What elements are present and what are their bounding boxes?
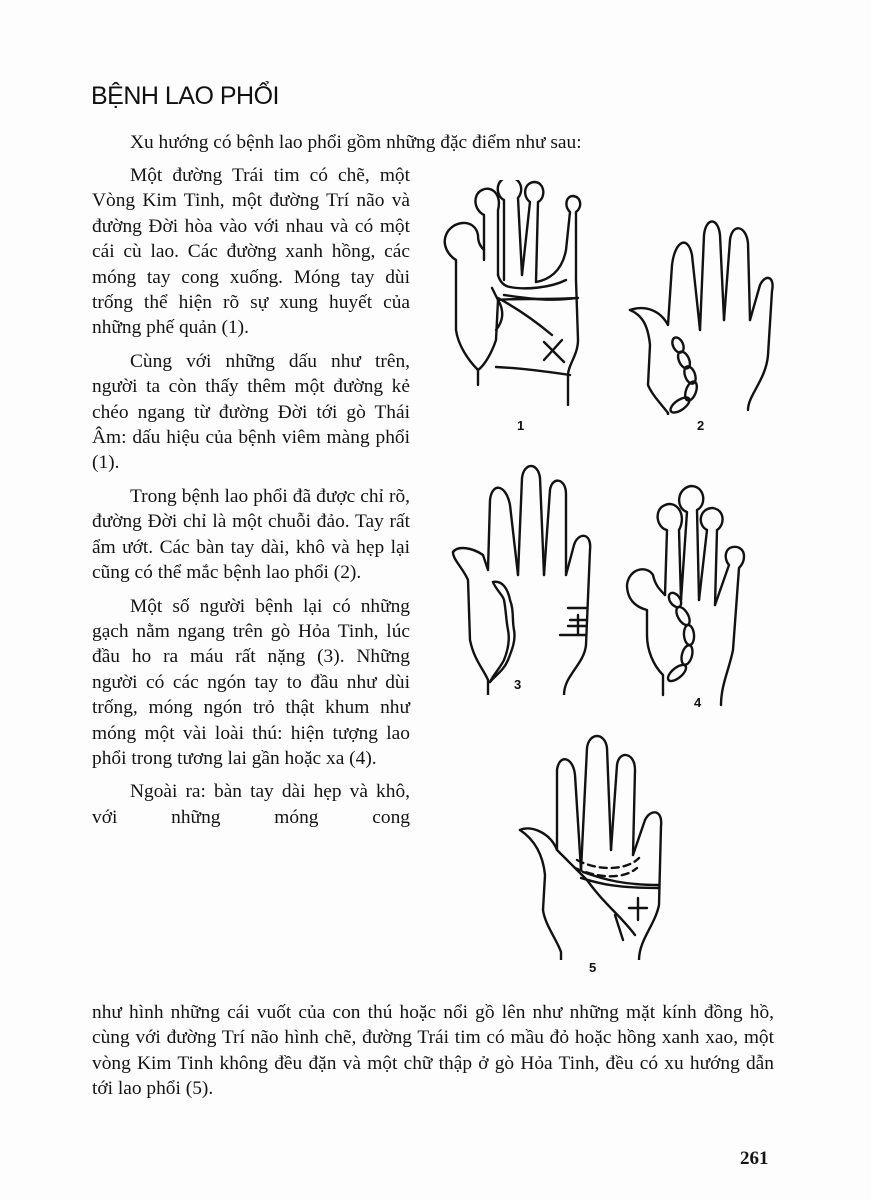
figure-2: [620, 195, 780, 415]
intro-paragraph: Xu hướng có bệnh lao phổi gồm những đặc điểm như sau:: [130, 132, 582, 153]
palm-drawing-icon: [448, 460, 598, 695]
paragraph-2: Cùng với những dấu như trên, người ta còn thấy thêm một đường kẻ chéo ngang từ đường Đời tới gò Thái Âm: dấu hiệu của bệnh viêm màng phổi (1).: [92, 350, 410, 474]
figure-5-label: 5: [589, 960, 597, 975]
left-column-text: [92, 163, 410, 838]
page-title: BỆNH LAO PHỔI: [91, 82, 279, 110]
figure-4: [625, 470, 785, 710]
figure-3-label: 3: [514, 677, 522, 692]
palm-drawing-icon: [620, 195, 780, 415]
paragraph-5: Ngoài ra: bàn tay dài hẹp và khô, với những móng cong: [92, 781, 410, 828]
figure-1: [440, 180, 600, 410]
paragraph-4: Một số người bệnh lại có những gạch nằm ngang trên gò Hỏa Tinh, lúc đầu ho ra máu rất nặng (3). Những người có các ngón tay to đầu như dùi trống, móng ngón trỏ thật khum như móng một vài loài thú: hiện tượng lao phổi trong tương lai gần hoặc xa (4).: [92, 595, 410, 769]
full-width-text: [92, 1000, 774, 1102]
palm-drawing-icon: [625, 470, 785, 710]
figure-1-label: 1: [517, 418, 525, 433]
palm-drawing-icon: [515, 730, 665, 960]
palm-drawing-icon: [440, 180, 600, 410]
page-number: 261: [740, 1148, 769, 1169]
figure-5: [515, 730, 665, 960]
figure-3: [448, 460, 598, 695]
figure-2-label: 2: [697, 418, 705, 433]
paragraph-1: Một đường Trái tim có chẽ, một Vòng Kim Tinh, một đường Trí não và đường Đời hòa vào với nhau và có một cái cù lao. Các đường xanh hồng, các móng tay cong xuống. Móng tay dùi trống thể hiện rõ sự xung huyết của những phế quản (1).: [92, 165, 410, 339]
figure-4-label: 4: [694, 695, 702, 710]
paragraph-5-continuation: như hình những cái vuốt của con thú hoặc nổi gồ lên như những mặt kính đồng hồ, cùng với đường Trí não hình chẽ, đường Trái tim có mầu đỏ hoặc hồng xanh xao, một vòng Kim Tinh không đều đặn và một chữ thập ở gò Hỏa Tinh, đều có xu hướng dẫn tới lao phổi (5).: [92, 1002, 774, 1100]
paragraph-3: Trong bệnh lao phổi đã được chỉ rõ, đường Đời chỉ là một chuỗi đảo. Tay rất ẩm ướt. Các bàn tay dài, khô và hẹp lại cũng có thể mắc bệnh lao phổi (2).: [92, 485, 410, 584]
